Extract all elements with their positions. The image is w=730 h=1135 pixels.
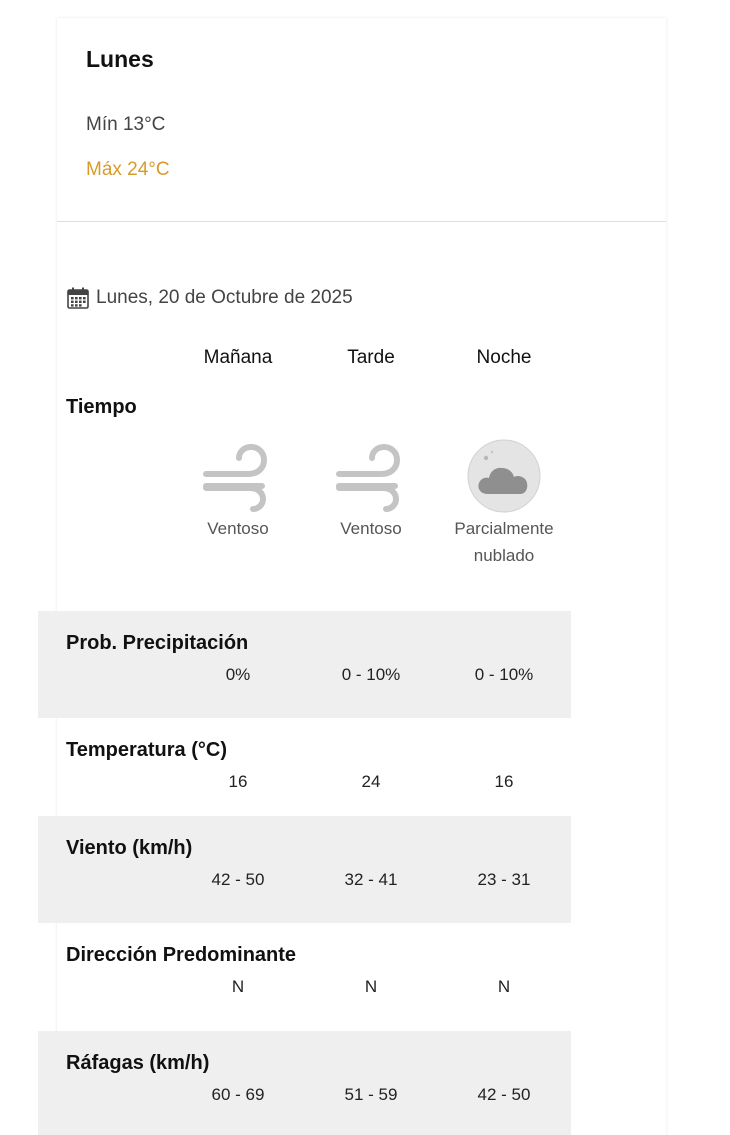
temperature-row [38, 718, 571, 825]
night-value: 23 - 31 [477, 870, 531, 889]
min-temperature: Mín 13°C [86, 114, 166, 135]
morning-condition: Ventoso [207, 519, 269, 538]
morning-value: 0% [225, 665, 251, 684]
afternoon-value: 51 - 59 [344, 1085, 398, 1104]
night-condition: Parcialmente nublado [454, 519, 554, 565]
afternoon-value: N [364, 977, 378, 996]
night-value: 0 - 10% [474, 665, 534, 684]
direction-row [38, 923, 571, 1030]
forecast-date [66, 286, 353, 310]
morning-value: 42 - 50 [211, 870, 265, 889]
wind-row [38, 816, 571, 923]
calendar-icon [66, 286, 90, 310]
night-weather-icon [434, 430, 574, 522]
afternoon-value: 32 - 41 [344, 870, 398, 889]
morning-value: 16 [228, 772, 248, 791]
weather-label: Tiempo [66, 396, 137, 418]
row-label: Dirección Predominante [66, 944, 297, 966]
afternoon-value: 24 [361, 772, 381, 791]
gusts-row [38, 1031, 571, 1135]
afternoon-condition: Ventoso [340, 519, 402, 538]
row-label: Temperatura (°C) [66, 739, 227, 761]
day-summary[interactable] [57, 18, 666, 222]
afternoon-weather-icon [301, 430, 441, 522]
morning-value: 60 - 69 [211, 1085, 265, 1104]
date-text: Lunes, 20 de Octubre de 2025 [96, 287, 353, 308]
wind-icon [198, 436, 278, 516]
night-value: 16 [494, 772, 514, 791]
night-value: N [497, 977, 511, 996]
column-afternoon: Tarde [347, 347, 395, 368]
row-label: Ráfagas (km/h) [66, 1052, 210, 1074]
partly-cloudy-night-icon [464, 436, 544, 516]
day-title: Lunes [86, 46, 154, 72]
morning-value: N [231, 977, 245, 996]
column-morning: Mañana [203, 347, 273, 368]
row-label: Prob. Precipitación [66, 632, 249, 654]
column-night: Noche [476, 347, 532, 368]
max-temperature: Máx 24°C [86, 159, 170, 180]
precipitation-row [38, 611, 571, 718]
morning-weather-icon [168, 430, 308, 522]
wind-icon [331, 436, 411, 516]
afternoon-value: 0 - 10% [341, 665, 401, 684]
row-label: Viento (km/h) [66, 837, 193, 859]
night-value: 42 - 50 [477, 1085, 531, 1104]
